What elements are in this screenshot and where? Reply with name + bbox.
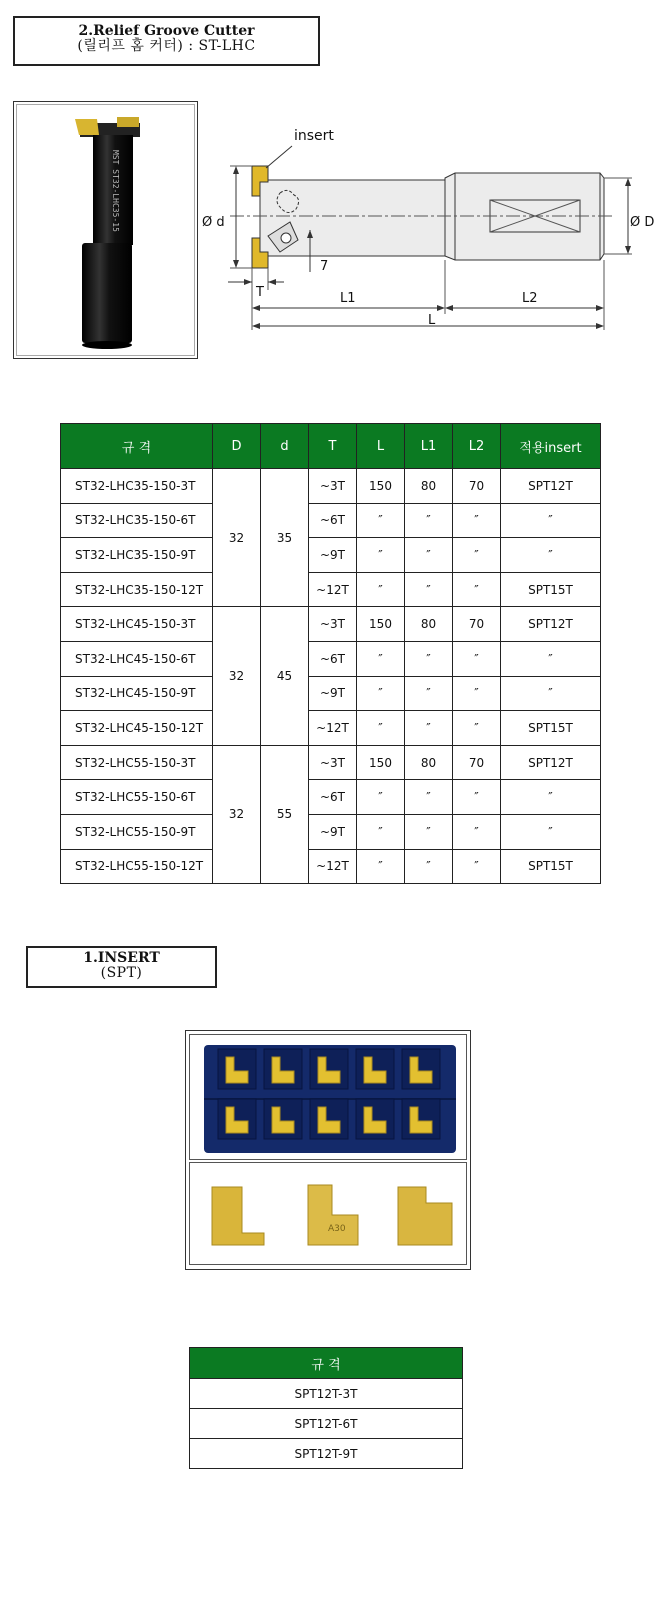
spec-row xyxy=(61,572,601,607)
cell-L1: ″ xyxy=(405,814,453,849)
cell-L2: ″ xyxy=(453,780,501,815)
insert-spec-table xyxy=(189,1347,463,1469)
cell-model: ST32-LHC45-150-6T xyxy=(61,641,213,676)
header-L: L xyxy=(357,424,405,469)
cell-L2: 70 xyxy=(453,607,501,642)
cell-L2: ″ xyxy=(453,538,501,573)
cell-L1: ″ xyxy=(405,849,453,884)
insert-spec-row xyxy=(190,1379,463,1409)
cell-model: ST32-LHC55-150-12T xyxy=(61,849,213,884)
insert-spec-row xyxy=(190,1409,463,1439)
cell-L1: ″ xyxy=(405,711,453,746)
cell-insert: ″ xyxy=(501,676,601,711)
insert-spec-cell: SPT12T-9T xyxy=(190,1439,463,1469)
header-D: D xyxy=(213,424,261,469)
spec-header-row xyxy=(61,424,601,469)
cell-L2: ″ xyxy=(453,849,501,884)
header-d: d xyxy=(261,424,309,469)
spec-row xyxy=(61,503,601,538)
drawing-label-L: L xyxy=(428,313,436,328)
cell-T: ~3T xyxy=(309,469,357,504)
cell-model: ST32-LHC35-150-6T xyxy=(61,503,213,538)
header-T: T xyxy=(309,424,357,469)
cell-L: ″ xyxy=(357,641,405,676)
cell-T: ~3T xyxy=(309,607,357,642)
cell-insert: SPT15T xyxy=(501,572,601,607)
drawing-label-T: T xyxy=(256,285,264,300)
cell-D: 32 xyxy=(213,607,261,745)
spec-row xyxy=(61,538,601,573)
drawing-label-d: Ø d xyxy=(202,215,225,230)
cell-T: ~6T xyxy=(309,780,357,815)
header-insert: 적용insert xyxy=(501,424,601,469)
drawing-label-seven: 7 xyxy=(320,259,329,274)
cell-L2: ″ xyxy=(453,503,501,538)
cell-model: ST32-LHC45-150-3T xyxy=(61,607,213,642)
cell-L: ″ xyxy=(357,711,405,746)
cell-L1: ″ xyxy=(405,676,453,711)
insert-tray-image xyxy=(190,1035,466,1159)
technical-drawing xyxy=(200,118,665,348)
cell-d: 45 xyxy=(261,607,309,745)
cell-insert: SPT12T xyxy=(501,469,601,504)
cell-insert: SPT12T xyxy=(501,607,601,642)
cell-model: ST32-LHC45-150-9T xyxy=(61,676,213,711)
drawing-label-L1: L1 xyxy=(340,291,356,306)
cell-insert: ″ xyxy=(501,538,601,573)
insert-closeup-photo xyxy=(189,1162,467,1265)
cell-L: ″ xyxy=(357,503,405,538)
cell-D: 32 xyxy=(213,469,261,607)
section-subtitle: (릴리프 홈 커터) : ST-LHC xyxy=(77,37,256,54)
insert-subtitle: (SPT) xyxy=(100,964,143,981)
spec-row xyxy=(61,641,601,676)
header-L1: L1 xyxy=(405,424,453,469)
spec-row xyxy=(61,814,601,849)
cell-L: ″ xyxy=(357,814,405,849)
cell-L1: ″ xyxy=(405,780,453,815)
cell-D: 32 xyxy=(213,745,261,883)
cell-L: ″ xyxy=(357,538,405,573)
cell-insert: ″ xyxy=(501,503,601,538)
cell-L: ″ xyxy=(357,572,405,607)
cell-insert: SPT12T xyxy=(501,745,601,780)
cell-insert: SPT15T xyxy=(501,849,601,884)
cutter-image xyxy=(17,105,194,355)
cell-L2: ″ xyxy=(453,641,501,676)
insert-closeup-image xyxy=(190,1163,466,1264)
cell-insert: ″ xyxy=(501,641,601,676)
cell-insert: ″ xyxy=(501,814,601,849)
insert-spec-cell: SPT12T-6T xyxy=(190,1409,463,1439)
cell-L: ″ xyxy=(357,780,405,815)
cell-model: ST32-LHC55-150-9T xyxy=(61,814,213,849)
section-title-box xyxy=(13,16,320,66)
cell-T: ~12T xyxy=(309,711,357,746)
cell-L1: ″ xyxy=(405,538,453,573)
cell-L2: ″ xyxy=(453,676,501,711)
header-L2: L2 xyxy=(453,424,501,469)
cell-model: ST32-LHC35-150-3T xyxy=(61,469,213,504)
spec-row xyxy=(61,711,601,746)
cell-model: ST32-LHC55-150-6T xyxy=(61,780,213,815)
cell-T: ~9T xyxy=(309,676,357,711)
cell-L: ″ xyxy=(357,676,405,711)
cell-L2: ″ xyxy=(453,814,501,849)
spec-row xyxy=(61,676,601,711)
svg-text:MST ST32-LHC35-15: MST ST32-LHC35-15 xyxy=(111,150,120,232)
drawing-label-L2: L2 xyxy=(522,291,538,306)
spec-table xyxy=(60,423,601,884)
spec-row xyxy=(61,780,601,815)
cell-d: 55 xyxy=(261,745,309,883)
cell-L1: ″ xyxy=(405,503,453,538)
cell-L2: 70 xyxy=(453,469,501,504)
cell-T: ~12T xyxy=(309,572,357,607)
insert-tray-photo xyxy=(189,1034,467,1160)
cell-L1: ″ xyxy=(405,641,453,676)
cell-L: 150 xyxy=(357,469,405,504)
insert-title-box xyxy=(26,946,217,988)
drawing-label-D: Ø D xyxy=(630,215,655,230)
cell-d: 35 xyxy=(261,469,309,607)
cell-L: 150 xyxy=(357,745,405,780)
cell-T: ~12T xyxy=(309,849,357,884)
cell-L2: 70 xyxy=(453,745,501,780)
cell-model: ST32-LHC35-150-9T xyxy=(61,538,213,573)
spec-row xyxy=(61,607,601,642)
insert-spec-row xyxy=(190,1439,463,1469)
cell-L1: 80 xyxy=(405,469,453,504)
spec-row xyxy=(61,745,601,780)
cell-insert: ″ xyxy=(501,780,601,815)
cell-T: ~9T xyxy=(309,538,357,573)
cell-T: ~3T xyxy=(309,745,357,780)
insert-spec-cell: SPT12T-3T xyxy=(190,1379,463,1409)
spec-row xyxy=(61,469,601,504)
section-title: 2.Relief Groove Cutter xyxy=(78,23,255,39)
cell-T: ~6T xyxy=(309,503,357,538)
cell-T: ~6T xyxy=(309,641,357,676)
cell-model: ST32-LHC45-150-12T xyxy=(61,711,213,746)
spec-row xyxy=(61,849,601,884)
cell-model: ST32-LHC35-150-12T xyxy=(61,572,213,607)
cell-insert: SPT15T xyxy=(501,711,601,746)
cutter-photo xyxy=(13,101,198,359)
cell-L1: 80 xyxy=(405,607,453,642)
cell-model: ST32-LHC55-150-3T xyxy=(61,745,213,780)
insert-title: 1.INSERT xyxy=(83,950,160,966)
drawing-label-insert: insert xyxy=(294,128,334,144)
header-model: 규 격 xyxy=(61,424,213,469)
cell-T: ~9T xyxy=(309,814,357,849)
cell-L2: ″ xyxy=(453,711,501,746)
cell-L: ″ xyxy=(357,849,405,884)
cell-L: 150 xyxy=(357,607,405,642)
insert-spec-header: 규 격 xyxy=(190,1348,463,1379)
insert-photo xyxy=(185,1030,471,1270)
cell-L1: 80 xyxy=(405,745,453,780)
insert-mark: A30 xyxy=(328,1224,346,1234)
cell-L1: ″ xyxy=(405,572,453,607)
spec-table-body xyxy=(61,469,601,884)
cell-L2: ″ xyxy=(453,572,501,607)
insert-spec-header-row xyxy=(190,1348,463,1379)
